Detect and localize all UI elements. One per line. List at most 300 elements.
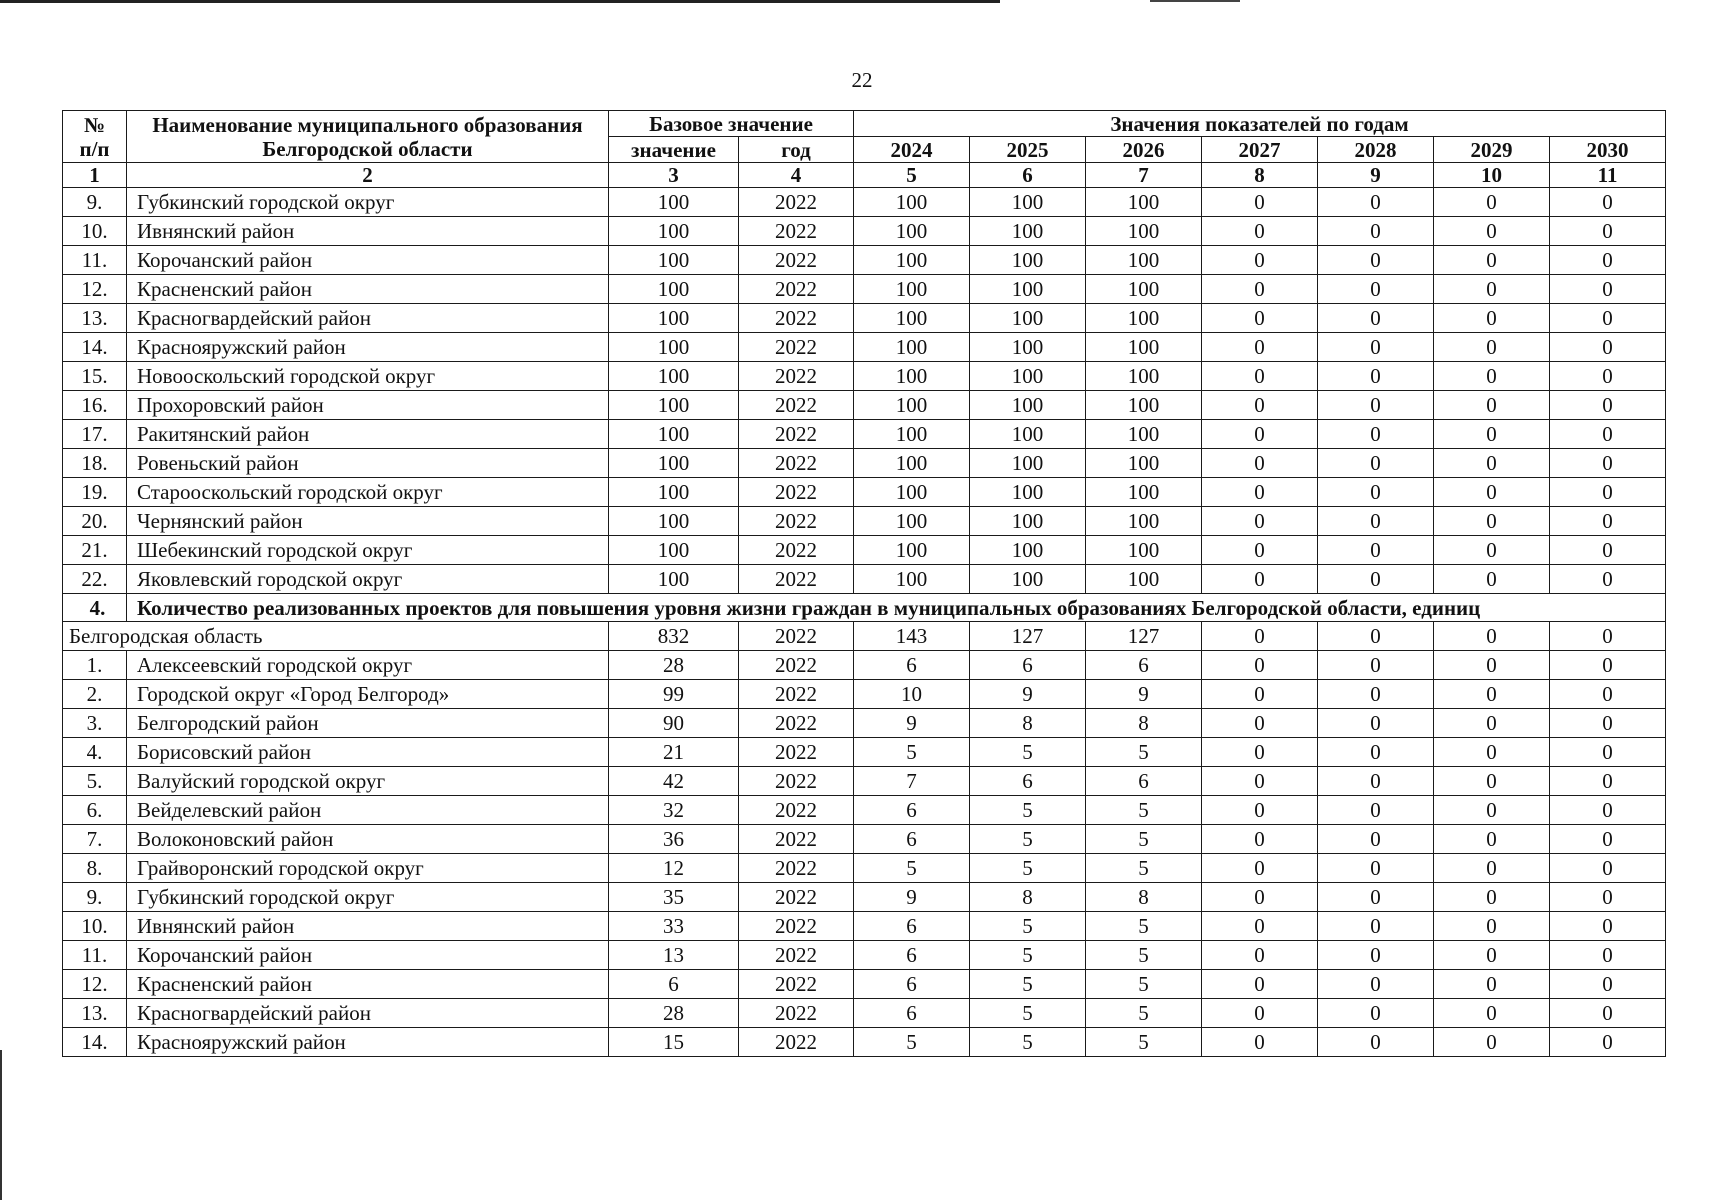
row-number: 5.: [63, 767, 127, 796]
header-year: 2026: [1086, 137, 1202, 163]
year-value: 10: [854, 680, 970, 709]
region-name: Белгородская область: [63, 622, 609, 651]
year-value: 100: [1086, 188, 1202, 217]
row-number: 8.: [63, 854, 127, 883]
year-value: 100: [1086, 478, 1202, 507]
table-row: [63, 854, 1666, 883]
year-value: 0: [1550, 246, 1666, 275]
year-value: 8: [970, 709, 1086, 738]
year-value: 0: [1318, 536, 1434, 565]
base-year: 2022: [739, 333, 854, 362]
municipality-name: Городской округ «Город Белгород»: [127, 680, 609, 709]
year-value: 0: [1550, 651, 1666, 680]
year-value: 0: [1434, 536, 1550, 565]
base-value: 35: [609, 883, 739, 912]
year-value: 0: [1434, 680, 1550, 709]
column-number: 5: [854, 163, 970, 188]
municipality-name: Волоконовский район: [127, 825, 609, 854]
table-row: [63, 362, 1666, 391]
year-value: 100: [854, 304, 970, 333]
row-number: 15.: [63, 362, 127, 391]
year-value: 0: [1318, 246, 1434, 275]
year-value: 100: [854, 391, 970, 420]
year-value: 9: [1086, 680, 1202, 709]
year-value: 0: [1550, 478, 1666, 507]
year-value: 0: [1434, 420, 1550, 449]
row-number: 22.: [63, 565, 127, 594]
base-value: 15: [609, 1028, 739, 1057]
year-value: 100: [1086, 536, 1202, 565]
page-number: 22: [851, 68, 873, 92]
header-name-cell: [127, 111, 609, 163]
year-value: 100: [1086, 275, 1202, 304]
base-value: 32: [609, 796, 739, 825]
year-value: 0: [1202, 883, 1318, 912]
table-header-row: [63, 111, 1666, 137]
year-value: 100: [1086, 217, 1202, 246]
year-value: 100: [970, 246, 1086, 275]
year-value: 100: [1086, 246, 1202, 275]
year-value: 5: [1086, 1028, 1202, 1057]
year-value: 6: [1086, 651, 1202, 680]
row-number: 4.: [63, 738, 127, 767]
year-value: 100: [854, 188, 970, 217]
municipality-name: Алексеевский городской округ: [127, 651, 609, 680]
base-year: 2022: [739, 304, 854, 333]
year-value: 0: [1550, 883, 1666, 912]
header-num-cell: [63, 111, 127, 163]
year-value: 0: [1202, 478, 1318, 507]
year-value: 0: [1434, 999, 1550, 1028]
row-number: 17.: [63, 420, 127, 449]
municipality-name: Белгородский район: [127, 709, 609, 738]
year-value: 0: [1550, 304, 1666, 333]
year-value: 0: [1434, 333, 1550, 362]
base-year: 2022: [739, 188, 854, 217]
year-value: 0: [1434, 651, 1550, 680]
year-value: 6: [854, 999, 970, 1028]
row-number: 14.: [63, 1028, 127, 1057]
year-value: 0: [1434, 217, 1550, 246]
base-value: 100: [609, 507, 739, 536]
base-year: 2022: [739, 680, 854, 709]
year-value: 5: [970, 738, 1086, 767]
table-row: [63, 999, 1666, 1028]
base-year: 2022: [739, 999, 854, 1028]
year-value: 100: [1086, 420, 1202, 449]
header-year: 2024: [854, 137, 970, 163]
municipality-name: Ракитянский район: [127, 420, 609, 449]
year-value: 100: [854, 333, 970, 362]
year-value: 0: [1434, 883, 1550, 912]
year-value: 0: [1318, 854, 1434, 883]
municipality-name: Борисовский район: [127, 738, 609, 767]
row-number: 18.: [63, 449, 127, 478]
year-value: 0: [1550, 391, 1666, 420]
table-row: [63, 420, 1666, 449]
base-value: 33: [609, 912, 739, 941]
year-value: 0: [1318, 970, 1434, 999]
year-value: 0: [1202, 912, 1318, 941]
row-number: 12.: [63, 970, 127, 999]
base-value: 21: [609, 738, 739, 767]
year-value: 100: [970, 391, 1086, 420]
base-year: 2022: [739, 1028, 854, 1057]
municipality-name: Яковлевский городской округ: [127, 565, 609, 594]
year-value: 0: [1318, 391, 1434, 420]
row-number: 3.: [63, 709, 127, 738]
year-value: 5: [970, 999, 1086, 1028]
year-value: 100: [854, 507, 970, 536]
table-row: [63, 796, 1666, 825]
year-value: 6: [854, 796, 970, 825]
year-value: 6: [854, 651, 970, 680]
municipality-name: Новооскольский городской округ: [127, 362, 609, 391]
year-value: 0: [1550, 738, 1666, 767]
row-number: 2.: [63, 680, 127, 709]
year-value: 6: [1086, 767, 1202, 796]
base-value: 100: [609, 449, 739, 478]
year-value: 0: [1318, 883, 1434, 912]
year-value: 100: [970, 478, 1086, 507]
municipality-name: Ровеньский район: [127, 449, 609, 478]
year-value: 0: [1550, 999, 1666, 1028]
table-row: [63, 275, 1666, 304]
row-number: 6.: [63, 796, 127, 825]
row-number: 7.: [63, 825, 127, 854]
header-num-line1: №: [83, 112, 106, 137]
header-num-line2: п/п: [79, 136, 110, 161]
column-number: 10: [1434, 163, 1550, 188]
header-year: 2029: [1434, 137, 1550, 163]
column-number: 3: [609, 163, 739, 188]
base-year: 2022: [739, 738, 854, 767]
year-value: 0: [1318, 333, 1434, 362]
column-number-row: [63, 163, 1666, 188]
region-base-year: 2022: [739, 622, 854, 651]
table-row: [63, 883, 1666, 912]
year-value: 0: [1202, 362, 1318, 391]
year-value: 0: [1318, 188, 1434, 217]
year-value: 0: [1318, 362, 1434, 391]
year-value: 5: [854, 854, 970, 883]
year-value: 5: [970, 970, 1086, 999]
year-value: 0: [1318, 999, 1434, 1028]
year-value: 0: [1434, 478, 1550, 507]
year-value: 0: [1550, 796, 1666, 825]
region-year-value: 0: [1550, 622, 1666, 651]
year-value: 0: [1202, 333, 1318, 362]
year-value: 8: [970, 883, 1086, 912]
year-value: 0: [1318, 680, 1434, 709]
year-value: 0: [1202, 565, 1318, 594]
municipality-name: Краснояружский район: [127, 333, 609, 362]
year-value: 0: [1202, 536, 1318, 565]
year-value: 0: [1202, 507, 1318, 536]
row-number: 14.: [63, 333, 127, 362]
year-value: 100: [854, 217, 970, 246]
year-value: 8: [1086, 709, 1202, 738]
year-value: 100: [1086, 333, 1202, 362]
year-value: 0: [1202, 854, 1318, 883]
year-value: 0: [1550, 333, 1666, 362]
row-number: 13.: [63, 999, 127, 1028]
year-value: 0: [1202, 217, 1318, 246]
year-value: 5: [970, 912, 1086, 941]
row-number: 13.: [63, 304, 127, 333]
year-value: 0: [1202, 246, 1318, 275]
region-year-value: 127: [970, 622, 1086, 651]
year-value: 0: [1434, 970, 1550, 999]
year-value: 100: [970, 275, 1086, 304]
municipality-name: Красненский район: [127, 275, 609, 304]
base-value: 36: [609, 825, 739, 854]
base-year: 2022: [739, 767, 854, 796]
table-row: [63, 941, 1666, 970]
year-value: 100: [970, 304, 1086, 333]
region-total-row: [63, 622, 1666, 651]
year-value: 0: [1550, 217, 1666, 246]
row-number: 19.: [63, 478, 127, 507]
year-value: 0: [1202, 970, 1318, 999]
year-value: 0: [1202, 767, 1318, 796]
year-value: 0: [1434, 825, 1550, 854]
base-value: 28: [609, 999, 739, 1028]
column-number: 4: [739, 163, 854, 188]
header-base-year: год: [739, 137, 854, 163]
table-row: [63, 507, 1666, 536]
base-value: 100: [609, 536, 739, 565]
base-year: 2022: [739, 449, 854, 478]
year-value: 5: [970, 941, 1086, 970]
header-year: 2028: [1318, 137, 1434, 163]
year-value: 0: [1550, 449, 1666, 478]
year-value: 9: [970, 680, 1086, 709]
municipality-name: Ивнянский район: [127, 912, 609, 941]
region-year-value: 0: [1434, 622, 1550, 651]
year-value: 0: [1318, 275, 1434, 304]
municipality-name: Чернянский район: [127, 507, 609, 536]
municipality-name: Губкинский городской округ: [127, 188, 609, 217]
year-value: 5: [1086, 970, 1202, 999]
base-year: 2022: [739, 478, 854, 507]
year-value: 100: [1086, 362, 1202, 391]
year-value: 0: [1318, 217, 1434, 246]
base-value: 100: [609, 391, 739, 420]
year-value: 100: [970, 565, 1086, 594]
base-year: 2022: [739, 912, 854, 941]
year-value: 5: [1086, 825, 1202, 854]
base-year: 2022: [739, 651, 854, 680]
year-value: 100: [970, 449, 1086, 478]
section-number: 4.: [63, 594, 127, 622]
year-value: 0: [1318, 825, 1434, 854]
year-value: 100: [1086, 507, 1202, 536]
year-value: 0: [1202, 275, 1318, 304]
year-value: 100: [970, 188, 1086, 217]
row-number: 11.: [63, 941, 127, 970]
municipality-name: Корочанский район: [127, 941, 609, 970]
scan-edge-line: [1150, 0, 1240, 2]
year-value: 6: [854, 825, 970, 854]
region-year-value: 127: [1086, 622, 1202, 651]
row-number: 16.: [63, 391, 127, 420]
year-value: 0: [1434, 565, 1550, 594]
year-value: 0: [1318, 478, 1434, 507]
year-value: 0: [1318, 912, 1434, 941]
year-value: 9: [854, 709, 970, 738]
year-value: 100: [854, 275, 970, 304]
year-value: 5: [1086, 999, 1202, 1028]
table-row: [63, 767, 1666, 796]
year-value: 0: [1434, 188, 1550, 217]
base-year: 2022: [739, 825, 854, 854]
year-value: 0: [1318, 796, 1434, 825]
base-year: 2022: [739, 565, 854, 594]
year-value: 0: [1434, 767, 1550, 796]
year-value: 100: [970, 362, 1086, 391]
year-value: 0: [1550, 941, 1666, 970]
base-value: 100: [609, 333, 739, 362]
year-value: 0: [1550, 767, 1666, 796]
region-year-value: 143: [854, 622, 970, 651]
base-value: 13: [609, 941, 739, 970]
year-value: 0: [1550, 854, 1666, 883]
base-value: 28: [609, 651, 739, 680]
row-number: 20.: [63, 507, 127, 536]
base-value: 6: [609, 970, 739, 999]
base-year: 2022: [739, 362, 854, 391]
year-value: 0: [1434, 362, 1550, 391]
year-value: 7: [854, 767, 970, 796]
municipality-name: Красненский район: [127, 970, 609, 999]
year-value: 100: [854, 565, 970, 594]
year-value: 0: [1318, 304, 1434, 333]
base-value: 100: [609, 420, 739, 449]
year-value: 0: [1202, 941, 1318, 970]
year-value: 5: [1086, 912, 1202, 941]
base-value: 90: [609, 709, 739, 738]
scan-edge-line: [0, 1050, 2, 1200]
year-value: 0: [1318, 709, 1434, 738]
table-row: [63, 246, 1666, 275]
year-value: 5: [854, 1028, 970, 1057]
table-row: [63, 970, 1666, 999]
year-value: 0: [1318, 767, 1434, 796]
table-body-part1: [63, 188, 1666, 594]
year-value: 5: [1086, 738, 1202, 767]
year-value: 0: [1318, 941, 1434, 970]
year-value: 0: [1202, 188, 1318, 217]
table-row: [63, 304, 1666, 333]
column-number: 1: [63, 163, 127, 188]
year-value: 100: [854, 449, 970, 478]
header-year: 2025: [970, 137, 1086, 163]
year-value: 0: [1434, 912, 1550, 941]
table-section: [63, 594, 1666, 651]
year-value: 0: [1434, 796, 1550, 825]
base-year: 2022: [739, 246, 854, 275]
base-value: 100: [609, 478, 739, 507]
municipality-name: Краснояружский район: [127, 1028, 609, 1057]
year-value: 0: [1434, 507, 1550, 536]
year-value: 0: [1550, 275, 1666, 304]
year-value: 0: [1318, 420, 1434, 449]
year-value: 0: [1550, 912, 1666, 941]
base-year: 2022: [739, 217, 854, 246]
base-value: 100: [609, 304, 739, 333]
base-year: 2022: [739, 420, 854, 449]
row-number: 9.: [63, 188, 127, 217]
year-value: 0: [1434, 854, 1550, 883]
year-value: 0: [1202, 709, 1318, 738]
base-value: 100: [609, 217, 739, 246]
year-value: 0: [1318, 449, 1434, 478]
year-value: 100: [854, 478, 970, 507]
base-value: 12: [609, 854, 739, 883]
year-value: 6: [854, 912, 970, 941]
row-number: 21.: [63, 536, 127, 565]
year-value: 0: [1550, 709, 1666, 738]
year-value: 0: [1202, 825, 1318, 854]
year-value: 0: [1202, 738, 1318, 767]
table-row: [63, 825, 1666, 854]
year-value: 6: [854, 941, 970, 970]
table-row: [63, 651, 1666, 680]
base-year: 2022: [739, 854, 854, 883]
year-value: 0: [1202, 304, 1318, 333]
table-row: [63, 709, 1666, 738]
table-row: [63, 188, 1666, 217]
year-value: 100: [854, 420, 970, 449]
header-name-line1: Наименование муниципального образования: [152, 112, 583, 137]
table-row: [63, 912, 1666, 941]
year-value: 100: [1086, 391, 1202, 420]
row-number: 10.: [63, 912, 127, 941]
year-value: 0: [1318, 738, 1434, 767]
year-value: 0: [1434, 709, 1550, 738]
base-year: 2022: [739, 507, 854, 536]
year-value: 100: [970, 217, 1086, 246]
base-value: 99: [609, 680, 739, 709]
year-value: 0: [1318, 507, 1434, 536]
municipality-name: Вейделевский район: [127, 796, 609, 825]
section-title: Количество реализованных проектов для повышения уровня жизни граждан в муниципальных образованиях Белгородской области, единиц: [127, 594, 1666, 622]
year-value: 100: [854, 246, 970, 275]
year-value: 5: [970, 796, 1086, 825]
row-number: 10.: [63, 217, 127, 246]
base-year: 2022: [739, 796, 854, 825]
year-value: 0: [1318, 1028, 1434, 1057]
base-value: 42: [609, 767, 739, 796]
base-value: 100: [609, 362, 739, 391]
row-number: 9.: [63, 883, 127, 912]
region-year-value: 0: [1202, 622, 1318, 651]
base-year: 2022: [739, 536, 854, 565]
base-value: 100: [609, 246, 739, 275]
region-base-value: 832: [609, 622, 739, 651]
base-year: 2022: [739, 391, 854, 420]
year-value: 0: [1202, 449, 1318, 478]
header-year: 2027: [1202, 137, 1318, 163]
base-year: 2022: [739, 275, 854, 304]
header-base-value: значение: [609, 137, 739, 163]
year-value: 9: [854, 883, 970, 912]
year-value: 100: [1086, 449, 1202, 478]
municipality-name: Шебекинский городской округ: [127, 536, 609, 565]
column-number: 11: [1550, 163, 1666, 188]
year-value: 100: [970, 420, 1086, 449]
